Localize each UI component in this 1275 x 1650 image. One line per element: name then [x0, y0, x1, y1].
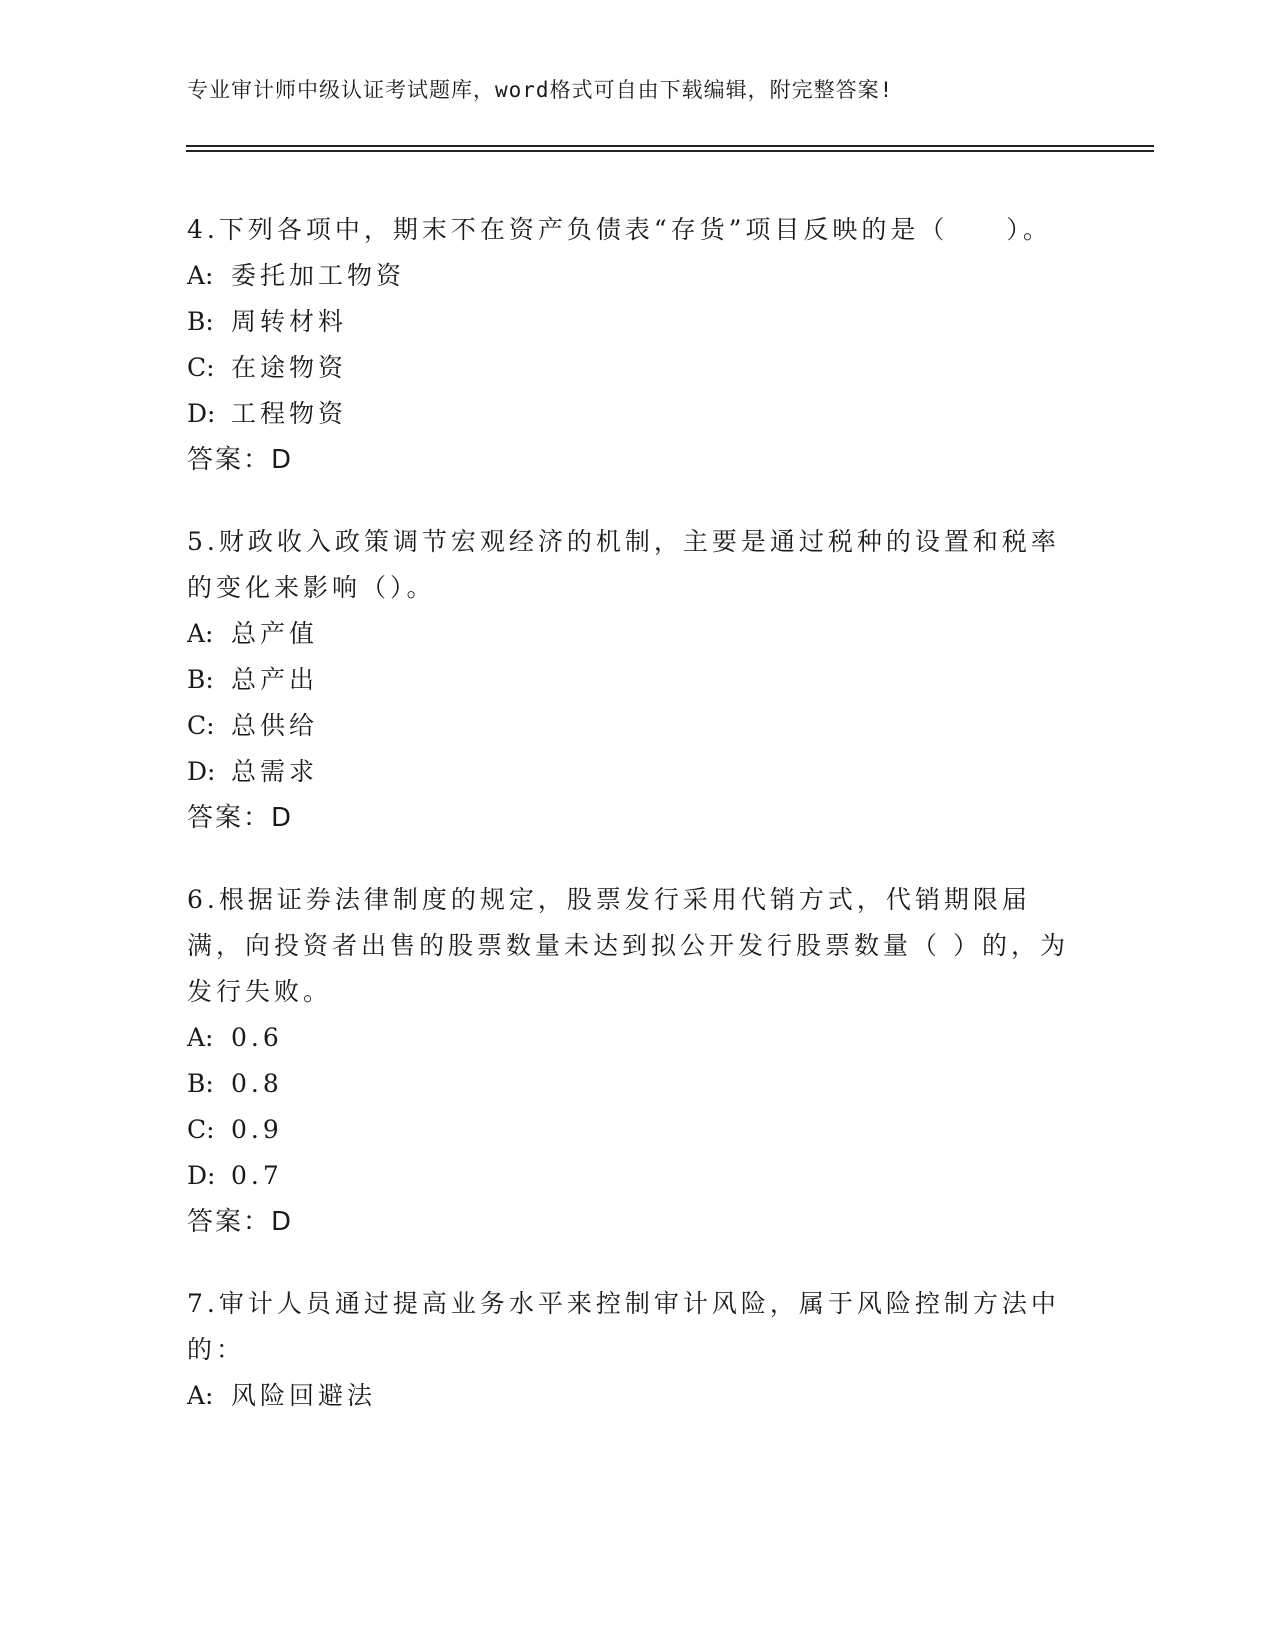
option-letter: A:: [187, 1023, 214, 1052]
question-list: [187, 207, 1087, 1455]
question-stem: 6.根据证券法律制度的规定，股票发行采用代销方式，代销期限届满，向投资者出售的股票数量未达到拟公开发行股票数量（ ）的，为发行失败。: [187, 885, 1069, 1006]
question-stem: 4.下列各项中，期末不在资产负债表“存货”项目反映的是（ ）。: [187, 215, 1052, 244]
option-letter: C:: [187, 353, 215, 382]
option-d: [187, 391, 1087, 437]
option-text: 0.6: [231, 1023, 283, 1052]
option-letter: B:: [187, 665, 214, 694]
option-text: 风险回避法: [231, 1381, 377, 1410]
option-text: 0.7: [231, 1161, 283, 1190]
option-d: [187, 749, 1087, 795]
option-a: [187, 1015, 1087, 1061]
header-rule-bottom: [186, 150, 1154, 152]
question-5: [187, 519, 1087, 841]
option-c: [187, 345, 1087, 391]
option-letter: B:: [187, 1069, 214, 1098]
option-a: [187, 253, 1087, 299]
option-c: [187, 1107, 1087, 1153]
option-text: 总产出: [231, 665, 319, 694]
option-letter: A:: [187, 619, 214, 648]
option-b: [187, 657, 1087, 703]
option-letter: A:: [187, 1381, 214, 1410]
question-stem: 5.财政收入政策调节宏观经济的机制，主要是通过税种的设置和税率的变化来影响（）。: [187, 527, 1060, 602]
option-text: 在途物资: [231, 353, 348, 382]
option-text: 0.8: [231, 1069, 283, 1098]
question-7: [187, 1281, 1087, 1419]
option-letter: C:: [187, 711, 215, 740]
option-d: [187, 1153, 1087, 1199]
option-letter: B:: [187, 307, 214, 336]
question-4: [187, 207, 1087, 483]
option-letter: C:: [187, 1115, 215, 1144]
answer-line: 答案：D: [187, 1207, 294, 1237]
question-6: [187, 877, 1087, 1245]
option-b: [187, 299, 1087, 345]
header-rule-top: [186, 145, 1154, 147]
option-text: 0.9: [231, 1115, 283, 1144]
option-text: 总产值: [231, 619, 319, 648]
option-text: 总需求: [231, 757, 319, 786]
option-text: 总供给: [231, 711, 319, 740]
option-c: [187, 703, 1087, 749]
answer-line: 答案：D: [187, 445, 294, 475]
option-letter: D:: [187, 757, 216, 786]
option-a: [187, 611, 1087, 657]
option-text: 工程物资: [231, 399, 348, 428]
option-letter: D:: [187, 1161, 216, 1190]
option-letter: D:: [187, 399, 216, 428]
question-stem: 7.审计人员通过提高业务水平来控制审计风险，属于风险控制方法中的：: [187, 1289, 1060, 1364]
option-text: 周转材料: [231, 307, 348, 336]
answer-line: 答案：D: [187, 803, 294, 833]
option-b: [187, 1061, 1087, 1107]
option-a: [187, 1373, 1087, 1419]
option-text: 委托加工物资: [231, 261, 406, 290]
page-header: 专业审计师中级认证考试题库，word格式可自由下载编辑，附完整答案!: [187, 78, 894, 102]
option-letter: A:: [187, 261, 214, 290]
